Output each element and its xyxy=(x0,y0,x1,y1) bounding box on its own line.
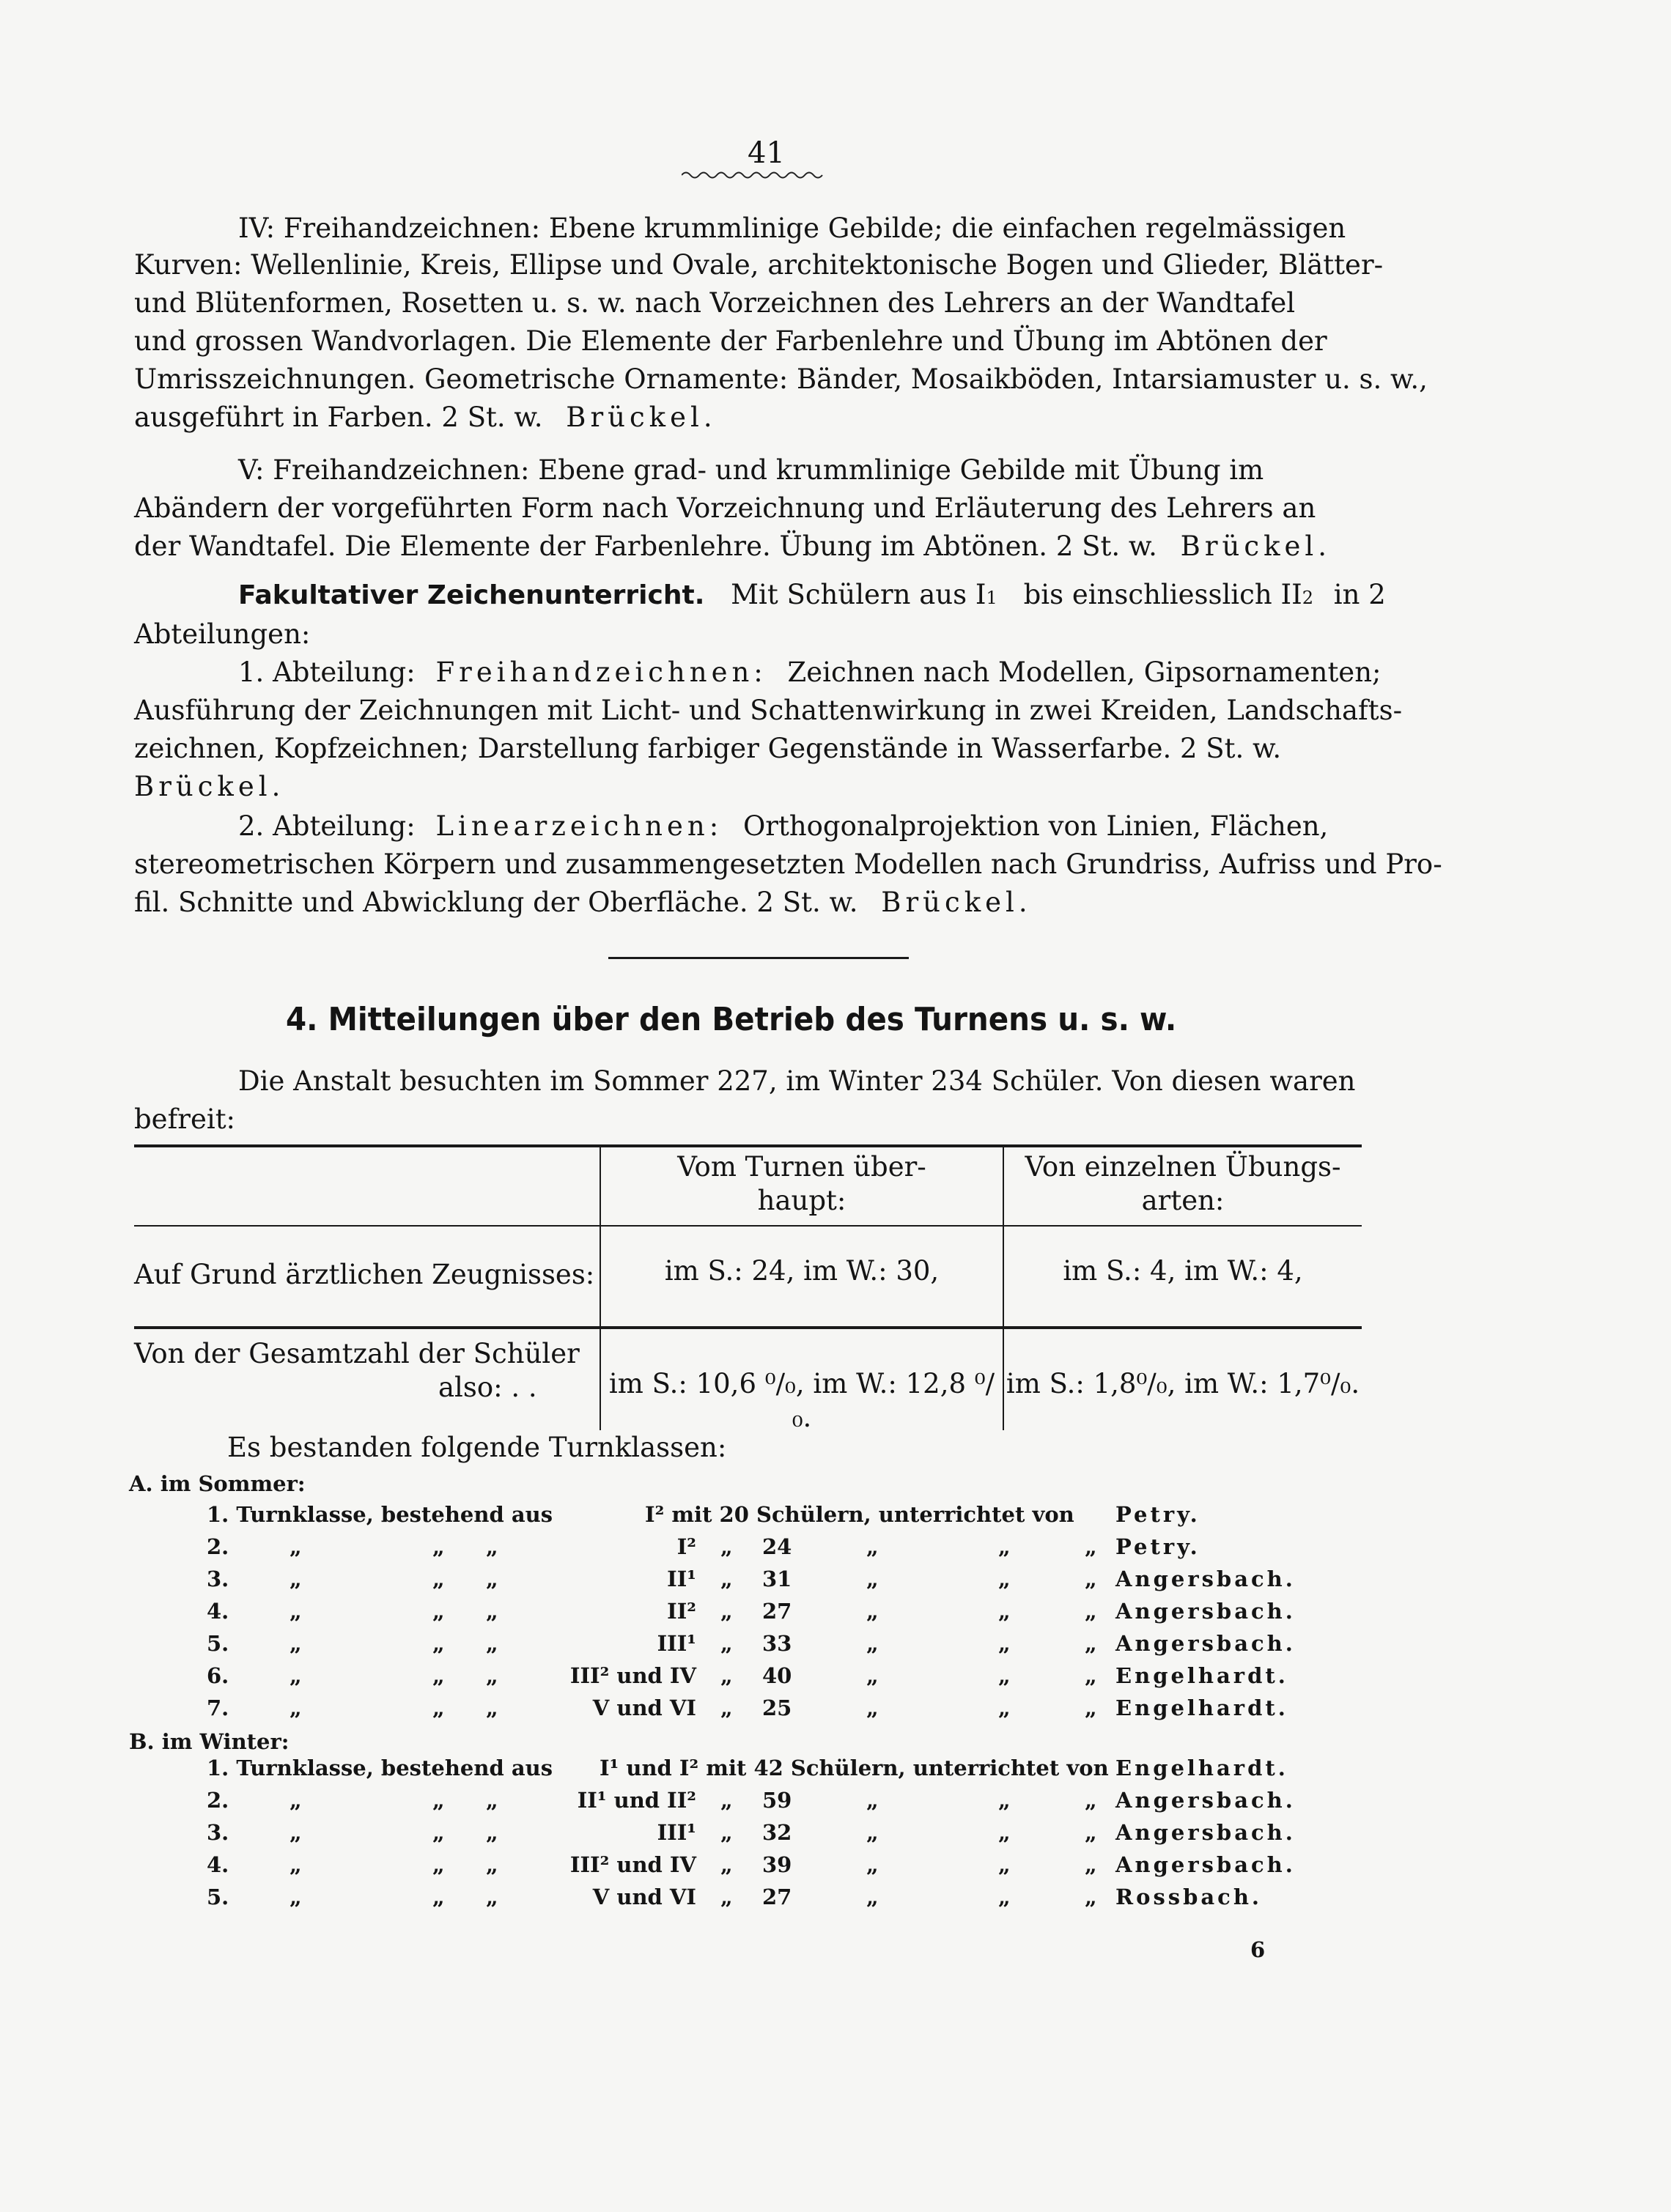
fak-sup-1: 1 xyxy=(986,588,997,608)
summer-label: A. im Sommer: xyxy=(129,1471,306,1496)
summer-row-6-teacher: Engelhardt. xyxy=(1115,1663,1288,1688)
summer-row-7-ditto-3: „ xyxy=(486,1695,498,1720)
v-line-3 xyxy=(134,530,1331,562)
summer-row-4-ditto-7: „ xyxy=(1085,1599,1097,1624)
fak-line-2: Abteilungen: xyxy=(134,618,311,650)
intro-line-1: Die Anstalt besuchten im Sommer 227, im Winter 234 Schüler. Von diesen waren xyxy=(238,1065,1356,1097)
table-mid-rule xyxy=(134,1326,1362,1329)
summer-row-2-ditto-3: „ xyxy=(486,1534,498,1559)
summer-row-6-ditto-5: „ xyxy=(866,1663,879,1688)
summer-row-7-ditto-1: „ xyxy=(289,1695,302,1720)
summer-row-7-ditto-6: „ xyxy=(998,1695,1011,1720)
abt2-subject: Linearzeichnen: xyxy=(435,810,723,842)
winter-row-5-ditto-4: „ xyxy=(720,1884,733,1909)
v-line-1: V: Freihandzeichnen: Ebene grad- und krummlinige Gebilde mit Übung im xyxy=(238,454,1264,486)
winter-row-4-ditto-3: „ xyxy=(486,1852,498,1877)
summer-row-4-class: II² xyxy=(667,1599,696,1624)
section-4-heading: 4. Mitteilungen über den Betrieb des Turnens u. s. w. xyxy=(286,1001,1177,1038)
summer-row-5-ditto-1: „ xyxy=(289,1631,302,1656)
summer-row-7-count: 25 xyxy=(762,1695,792,1720)
summer-row-3-num: 3. xyxy=(207,1566,229,1591)
intro-line-2: befreit: xyxy=(134,1103,236,1135)
summer-row-5-teacher: Angersbach. xyxy=(1115,1631,1296,1656)
winter-row-2-ditto-2: „ xyxy=(432,1788,445,1813)
winter-row-2-teacher: Angersbach. xyxy=(1115,1788,1296,1813)
summer-row-2-num: 2. xyxy=(207,1534,229,1559)
table-header-col1 xyxy=(601,1150,1003,1218)
summer-row-3-count: 31 xyxy=(762,1566,792,1591)
summer-row-5-class: III¹ xyxy=(657,1631,696,1656)
summer-row-3-ditto-5: „ xyxy=(866,1566,879,1591)
summer-row-3-ditto-7: „ xyxy=(1085,1566,1097,1591)
summer-row-6-count: 40 xyxy=(762,1663,792,1688)
iv-teacher: Brückel. xyxy=(566,402,717,433)
winter-row-5-ditto-1: „ xyxy=(289,1884,302,1909)
abt1-line-1 xyxy=(238,656,1382,688)
abt1-rest: Zeichnen nach Modellen, Gipsornamenten; xyxy=(787,656,1382,688)
fak-text-c: in 2 xyxy=(1333,579,1386,610)
summer-row-6-ditto-3: „ xyxy=(486,1663,498,1688)
summer-row-7-num: 7. xyxy=(207,1695,229,1720)
abt1-label: 1. Abteilung: xyxy=(238,656,416,688)
summer-row-2-ditto-7: „ xyxy=(1085,1534,1097,1559)
winter-row-3-teacher: Angersbach. xyxy=(1115,1820,1296,1845)
summer-row-4-count: 27 xyxy=(762,1599,792,1624)
table-row1-col1: im S.: 24, im W.: 30, xyxy=(664,1255,940,1287)
fak-heading: Fakultativer Zeichenunterricht. xyxy=(238,580,705,610)
winter-row-4-count: 39 xyxy=(762,1852,792,1877)
winter-row-5-ditto-2: „ xyxy=(432,1884,445,1909)
winter-row-5-ditto-5: „ xyxy=(866,1884,879,1909)
summer-row-1-teacher: Petry. xyxy=(1115,1502,1200,1527)
summer-row-5-num: 5. xyxy=(207,1631,229,1656)
table-row2-col1: im S.: 10,6 ⁰/₀, im W.: 12,8 ⁰/₀. xyxy=(608,1368,995,1433)
winter-row-3-ditto-7: „ xyxy=(1085,1820,1097,1845)
table-row2-label-line2: also: . . xyxy=(438,1372,537,1403)
winter-row-4-ditto-5: „ xyxy=(866,1852,879,1877)
summer-row-4-ditto-1: „ xyxy=(289,1599,302,1624)
abt2-line-3-text: fil. Schnitte und Abwicklung der Oberfläche. 2 St. w. xyxy=(134,887,858,918)
winter-row-3-ditto-4: „ xyxy=(720,1820,733,1845)
summer-row-4-teacher: Angersbach. xyxy=(1115,1599,1296,1624)
iv-line-6 xyxy=(134,402,717,433)
iv-line-1: IV: Freihandzeichnen: Ebene krummlinige Gebilde; die einfachen regelmässigen xyxy=(238,212,1346,244)
winter-row-3-ditto-6: „ xyxy=(998,1820,1011,1845)
summer-row-7-teacher: Engelhardt. xyxy=(1115,1695,1288,1720)
summer-row-6-ditto-2: „ xyxy=(432,1663,445,1688)
winter-row-4-ditto-6: „ xyxy=(998,1852,1011,1877)
winter-row-2-num: 2. xyxy=(207,1788,229,1813)
v-teacher: Brückel. xyxy=(1180,530,1332,562)
summer-row-5-count: 33 xyxy=(762,1631,792,1656)
winter-row-5-ditto-6: „ xyxy=(998,1884,1011,1909)
fak-text-b: bis einschliesslich II xyxy=(1023,579,1302,610)
summer-row-6-ditto-6: „ xyxy=(998,1663,1011,1688)
winter-row-4-num: 4. xyxy=(207,1852,229,1877)
summer-row-2-count: 24 xyxy=(762,1534,792,1559)
summer-row-4-ditto-3: „ xyxy=(486,1599,498,1624)
winter-row-3-ditto-3: „ xyxy=(486,1820,498,1845)
summer-row-3-ditto-1: „ xyxy=(289,1566,302,1591)
fak-sup-2: 2 xyxy=(1302,588,1313,608)
v-line-2: Abändern der vorgeführten Form nach Vorzeichnung und Erläuterung des Lehrers an xyxy=(134,492,1316,524)
winter-row-4-teacher: Angersbach. xyxy=(1115,1852,1296,1877)
winter-row-5-num: 5. xyxy=(207,1884,229,1909)
abt1-line-3: zeichnen, Kopfzeichnen; Darstellung farbiger Gegenstände in Wasserfarbe. 2 St. w. xyxy=(134,733,1282,764)
winter-row-2-count: 59 xyxy=(762,1788,792,1813)
winter-row-4-ditto-4: „ xyxy=(720,1852,733,1877)
iv-line-3: und Blütenformen, Rosetten u. s. w. nach Vorzeichnen des Lehrers an der Wandtafel xyxy=(134,287,1296,319)
summer-row-6-ditto-7: „ xyxy=(1085,1663,1097,1688)
abt2-teacher: Brückel. xyxy=(881,887,1032,918)
summer-row-4-num: 4. xyxy=(207,1599,229,1624)
summer-row-7-class: V und VI xyxy=(592,1695,696,1720)
summer-row-5-ditto-2: „ xyxy=(432,1631,445,1656)
summer-row-2-teacher: Petry. xyxy=(1115,1534,1200,1559)
table-row1-label: Auf Grund ärztlichen Zeugnisses: xyxy=(134,1259,595,1290)
table-header-col1-line1: Vom Turnen über- xyxy=(677,1151,926,1183)
winter-row-4-ditto-7: „ xyxy=(1085,1852,1097,1877)
fak-line-1 xyxy=(238,579,1386,610)
summer-row-7-ditto-4: „ xyxy=(720,1695,733,1720)
summer-row-5-ditto-7: „ xyxy=(1085,1631,1097,1656)
summer-row-5-ditto-4: „ xyxy=(720,1631,733,1656)
klassen-intro: Es bestanden folgende Turnklassen: xyxy=(227,1432,727,1463)
table-header-col2-line2: arten: xyxy=(1141,1185,1225,1216)
winter-row-3-class: III¹ xyxy=(657,1820,696,1845)
winter-row-3-ditto-1: „ xyxy=(289,1820,302,1845)
winter-row-3-num: 3. xyxy=(207,1820,229,1845)
summer-row-5-ditto-3: „ xyxy=(486,1631,498,1656)
summer-row-4-ditto-6: „ xyxy=(998,1599,1011,1624)
winter-row-2-ditto-4: „ xyxy=(720,1788,733,1813)
winter-row-5-ditto-7: „ xyxy=(1085,1884,1097,1909)
summer-row-4-ditto-2: „ xyxy=(432,1599,445,1624)
summer-row-7-ditto-2: „ xyxy=(432,1695,445,1720)
winter-row-5-class: V und VI xyxy=(592,1884,696,1909)
summer-row-6-ditto-4: „ xyxy=(720,1663,733,1688)
table-header-rule xyxy=(134,1225,1362,1227)
winter-label: B. im Winter: xyxy=(129,1729,289,1754)
winter-row-1-teacher: Engelhardt. xyxy=(1115,1756,1288,1780)
abt2-line-1 xyxy=(238,810,1328,842)
table-header-col1-line2: haupt: xyxy=(757,1185,846,1216)
winter-row-1-class: I¹ und I² mit 42 Schülern, unterrichtet von xyxy=(600,1756,1109,1780)
summer-row-6-class: III² und IV xyxy=(569,1663,696,1688)
abt1-line-2: Ausführung der Zeichnungen mit Licht- und Schattenwirkung in zwei Kreiden, Landschafts- xyxy=(134,695,1403,726)
summer-row-5-ditto-5: „ xyxy=(866,1631,879,1656)
abt1-subject: Freihandzeichnen: xyxy=(435,656,767,688)
summer-row-6-ditto-1: „ xyxy=(289,1663,302,1688)
table-top-rule xyxy=(134,1144,1362,1147)
summer-row-6-num: 6. xyxy=(207,1663,229,1688)
winter-row-2-class: II¹ und II² xyxy=(577,1788,696,1813)
abt1-teacher: Brückel. xyxy=(134,771,285,802)
summer-row-2-ditto-1: „ xyxy=(289,1534,302,1559)
abt2-line-2: stereometrischen Körpern und zusammengesetzten Modellen nach Grundriss, Aufriss und Pro- xyxy=(134,848,1442,880)
winter-row-5-ditto-3: „ xyxy=(486,1884,498,1909)
winter-row-4-ditto-2: „ xyxy=(432,1852,445,1877)
iv-line-2: Kurven: Wellenlinie, Kreis, Ellipse und Ovale, architektonische Bogen und Glieder, Blätter- xyxy=(134,249,1384,281)
abt2-line-3 xyxy=(134,887,1032,918)
winter-row-5-teacher: Rossbach. xyxy=(1115,1884,1263,1909)
fak-text-a: Mit Schülern aus I xyxy=(731,579,986,610)
section-separator xyxy=(608,957,909,959)
table-row2-col2: im S.: 1,8⁰/₀, im W.: 1,7⁰/₀. xyxy=(1006,1368,1360,1399)
summer-row-3-ditto-2: „ xyxy=(432,1566,445,1591)
table-row2-label-line1: Von der Gesamtzahl der Schüler xyxy=(134,1338,580,1369)
table-header-col2-line1: Von einzelnen Übungs- xyxy=(1025,1151,1341,1183)
summer-row-2-ditto-6: „ xyxy=(998,1534,1011,1559)
summer-row-2-ditto-2: „ xyxy=(432,1534,445,1559)
winter-row-3-ditto-2: „ xyxy=(432,1820,445,1845)
summer-row-7-ditto-5: „ xyxy=(866,1695,879,1720)
summer-row-2-ditto-5: „ xyxy=(866,1534,879,1559)
winter-row-2-ditto-7: „ xyxy=(1085,1788,1097,1813)
summer-row-3-ditto-3: „ xyxy=(486,1566,498,1591)
iv-line-5: Umrisszeichnungen. Geometrische Ornamente: Bänder, Mosaikböden, Intarsiamuster u. s. w., xyxy=(134,363,1428,395)
winter-row-2-ditto-5: „ xyxy=(866,1788,879,1813)
table-header-col2 xyxy=(1004,1150,1362,1218)
iv-line-6-text: ausgeführt in Farben. 2 St. w. xyxy=(134,402,543,433)
summer-row-5-ditto-6: „ xyxy=(998,1631,1011,1656)
winter-row-3-count: 32 xyxy=(762,1820,792,1845)
summer-row-3-class: II¹ xyxy=(667,1566,696,1591)
winter-row-1-num: 1. Turnklasse, bestehend aus xyxy=(207,1756,553,1780)
summer-row-4-ditto-5: „ xyxy=(866,1599,879,1624)
summer-row-1-class: I² mit 20 Schülern, unterrichtet von xyxy=(645,1502,1074,1527)
winter-row-2-ditto-3: „ xyxy=(486,1788,498,1813)
winter-row-2-ditto-1: „ xyxy=(289,1788,302,1813)
summer-row-2-ditto-4: „ xyxy=(720,1534,733,1559)
summer-row-3-ditto-6: „ xyxy=(998,1566,1011,1591)
winter-row-3-ditto-5: „ xyxy=(866,1820,879,1845)
table-row1-col2: im S.: 4, im W.: 4, xyxy=(1063,1255,1303,1287)
summer-row-3-teacher: Angersbach. xyxy=(1115,1566,1296,1591)
winter-row-4-class: III² und IV xyxy=(569,1852,696,1877)
abt2-label: 2. Abteilung: xyxy=(238,810,416,842)
summer-row-4-ditto-4: „ xyxy=(720,1599,733,1624)
iv-line-4: und grossen Wandvorlagen. Die Elemente der Farbenlehre und Übung im Abtönen der xyxy=(134,325,1327,357)
page-number: 41 xyxy=(748,136,785,170)
summer-row-1-num: 1. Turnklasse, bestehend aus xyxy=(207,1502,553,1527)
footer-number: 6 xyxy=(1250,1937,1266,1962)
winter-row-5-count: 27 xyxy=(762,1884,792,1909)
v-line-3-text: der Wandtafel. Die Elemente der Farbenlehre. Übung im Abtönen. 2 St. w. xyxy=(134,530,1157,562)
abt2-rest: Orthogonalprojektion von Linien, Flächen, xyxy=(742,810,1329,842)
winter-row-4-ditto-1: „ xyxy=(289,1852,302,1877)
summer-row-2-class: I² xyxy=(676,1534,696,1559)
summer-row-7-ditto-7: „ xyxy=(1085,1695,1097,1720)
ornament-squiggle xyxy=(682,170,828,180)
summer-row-3-ditto-4: „ xyxy=(720,1566,733,1591)
winter-row-2-ditto-6: „ xyxy=(998,1788,1011,1813)
